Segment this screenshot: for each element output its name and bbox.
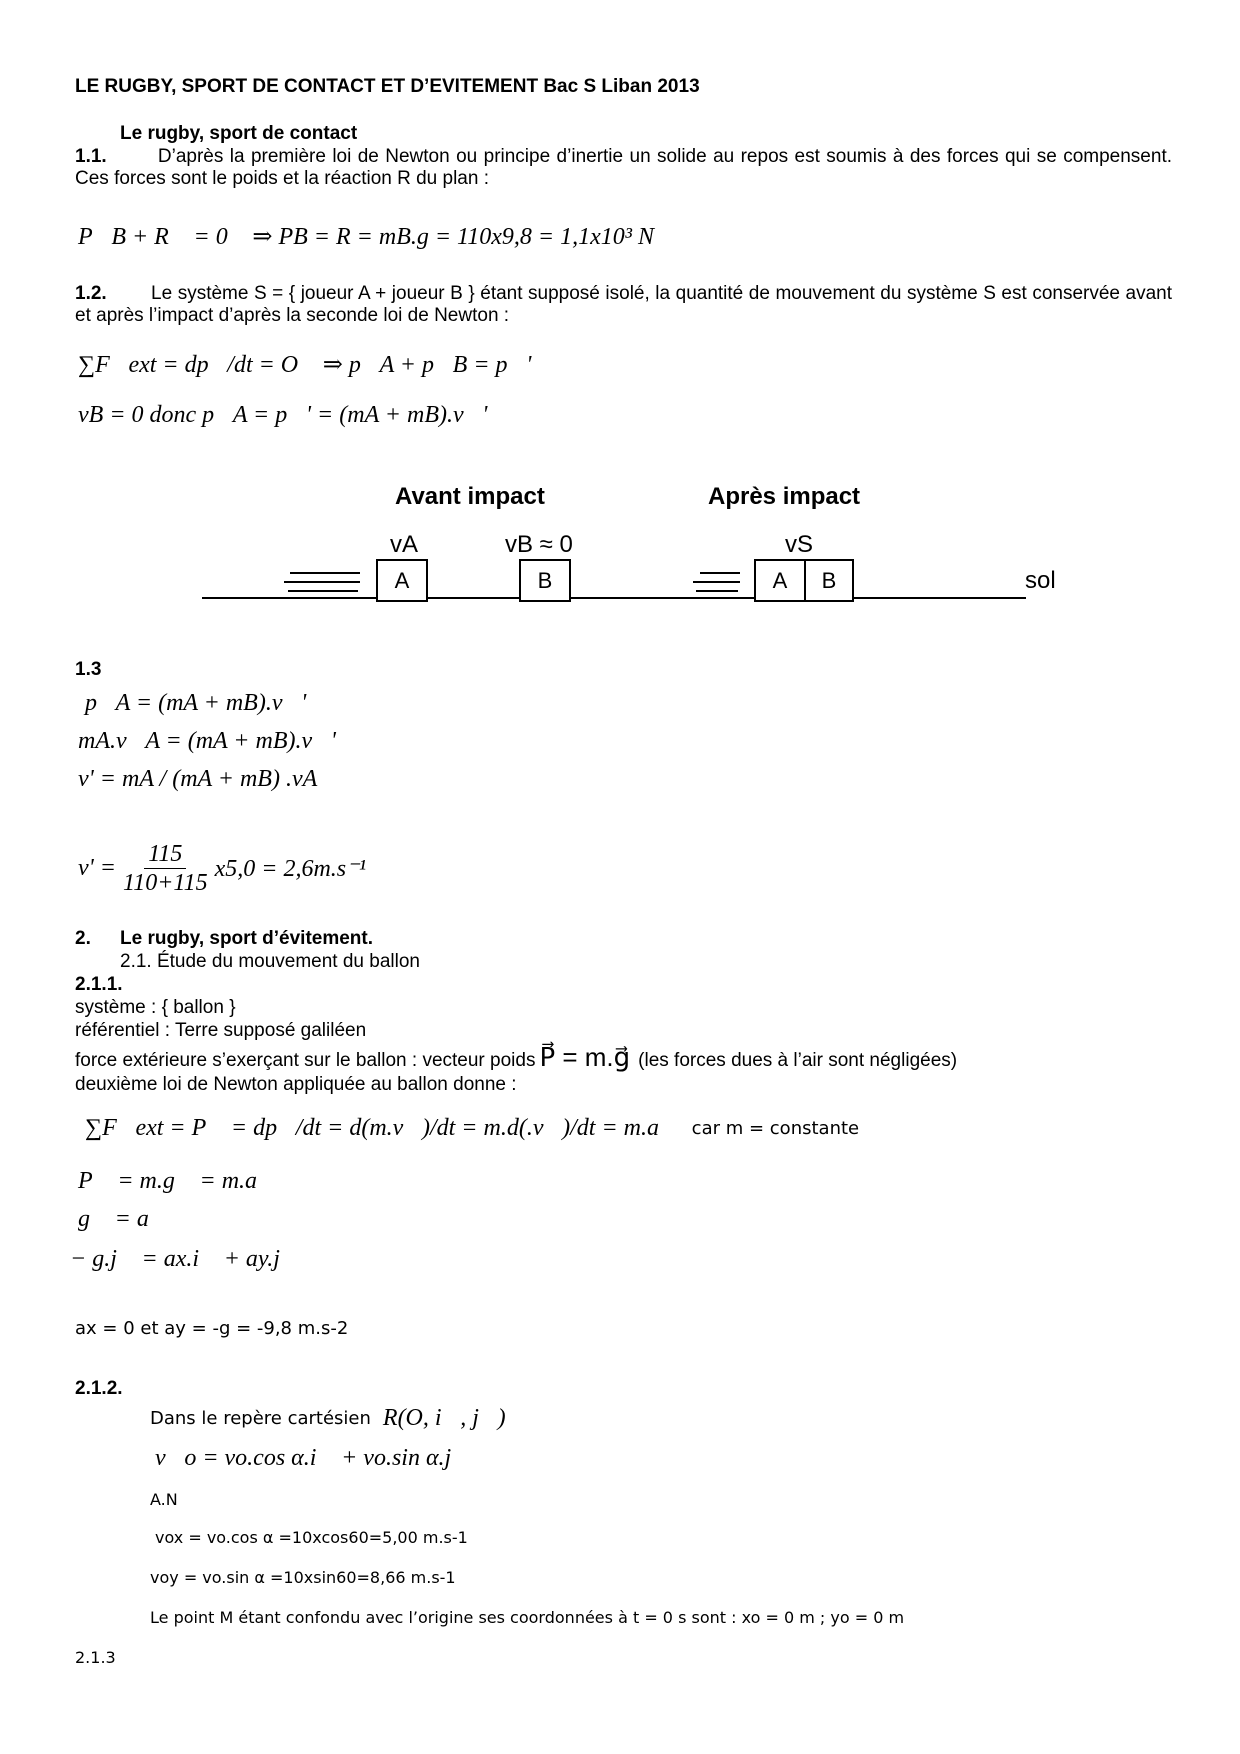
vox-line: vox = vo.cos α =10xcos60=5,00 m.s-1 xyxy=(155,1528,468,1547)
weight-vector: P⃗ = m.g⃗ xyxy=(539,1042,631,1072)
paragraph-1-2 xyxy=(75,283,1172,327)
force-text: force extérieure s’exerçant sur le ballon : vecteur poids xyxy=(75,1050,536,1071)
force-note: (les forces dues à l’air sont négligées) xyxy=(638,1050,958,1071)
result: x5,0 = 2,6m.s⁻¹ xyxy=(214,856,367,882)
equation-g-a: g⃗ = a⃗ xyxy=(78,1206,168,1232)
question-1-3: 1.3 xyxy=(75,659,102,680)
paragraph-text: Le système S = { joueur A + joueur B } étant supposé isolé, la quantité de mouvement du système S est conservée avant et après l’impact d’après la seconde loi de Newton : xyxy=(75,283,1172,326)
system-b-label: B xyxy=(821,568,837,593)
label-before-impact: Avant impact xyxy=(395,483,545,510)
equation-p-mg: P⃗ = m.g⃗ = m.a⃗ xyxy=(78,1168,276,1194)
equation-v0: v⃗o = vo.cos α.i⃗ + vo.sin α.j⃗ xyxy=(155,1445,470,1471)
repere-text: Dans le repère cartésien xyxy=(150,1408,371,1429)
player-b-label: B xyxy=(537,568,553,593)
paragraph-1-1 xyxy=(75,146,1172,190)
fraction xyxy=(119,840,212,897)
equation-weight: P⃗B + R⃗ = 0⃗ ⇒ PB = R = mB.g = 110x9,8 = 1,1x10³ N xyxy=(78,224,654,250)
reference-frame-line: référentiel : Terre supposé galiléen xyxy=(75,1020,367,1041)
equation-v-prime-value: v' = $\frac{115}{110+115}$ x5,0 = 2,6m.s⁻¹ xyxy=(78,841,367,896)
system-line: système : { ballon } xyxy=(75,997,236,1018)
label-vb: vB ≈ 0 xyxy=(505,531,573,558)
section-2-number: 2. xyxy=(75,928,91,949)
equation-momentum-after: vB = 0 donc p⃗A = p⃗' = (mA + mB).v⃗' xyxy=(78,402,488,428)
voy-line: voy = vo.sin α =10xsin60=8,66 m.s-1 xyxy=(150,1568,456,1587)
impact-diagram xyxy=(190,480,1090,610)
document-title: LE RUGBY, SPORT DE CONTACT ET D’EVITEMENT Bac S Liban 2013 xyxy=(75,76,700,97)
question-2-1-2: 2.1.2. xyxy=(75,1378,123,1399)
question-2-1-3: 2.1.3 xyxy=(75,1648,116,1667)
an-label: A.N xyxy=(150,1490,178,1509)
equation-v-prime-formula: v' = mA / (mA + mB) .vA xyxy=(78,766,318,792)
acceleration-values: ax = 0 et ay = -g = -9,8 m.s-2 xyxy=(75,1318,349,1339)
constant-note: car m = constante xyxy=(691,1118,860,1139)
system-a-label: A xyxy=(772,568,788,593)
origin-line: Le point M étant confondu avec l’origine ses coordonnées à t = 0 s sont : xo = 0 m ; yo = 0 m xyxy=(150,1608,905,1627)
repere-equation: R(O, i⃗, j⃗) xyxy=(382,1405,506,1431)
player-a-label: A xyxy=(394,568,410,593)
repere-line xyxy=(150,1405,506,1432)
newton-law-equation-row xyxy=(85,1115,859,1142)
question-number: 1.2. xyxy=(75,283,107,304)
newton-law-equation: ∑F⃗ext = P⃗ = dp⃗/dt = d(m.v⃗)/dt = m.d(.v⃗)/dt = m.a⃗ xyxy=(85,1115,678,1141)
denominator: 110+115 xyxy=(122,870,208,896)
label-vs: vS xyxy=(785,531,814,558)
paragraph-text: D’après la première loi de Newton ou principe d’inertie un solide au repos est soumis à des forces qui se compensent. Ces forces sont le poids et la réaction R du plan : xyxy=(75,146,1172,189)
equation-pa: p⃗A = (mA + mB).v⃗' xyxy=(85,690,307,716)
numerator: 115 xyxy=(144,840,186,869)
section-2-1-heading: 2.1. Étude du mouvement du ballon xyxy=(120,951,420,972)
equation-components: − g.j⃗ = ax.i⃗ + ay.j⃗ xyxy=(70,1246,299,1272)
question-2-1-1: 2.1.1. xyxy=(75,974,123,995)
equation-ma-va: mA.v⃗A = (mA + mB).v⃗' xyxy=(78,728,336,754)
ground-label: sol xyxy=(1025,567,1056,594)
newton-law-line: deuxième loi de Newton appliquée au ballon donne : xyxy=(75,1074,517,1095)
section-2-heading: Le rugby, sport d’évitement. xyxy=(120,928,374,949)
equation-momentum-conservation: ∑F⃗ext = dp⃗/dt = O⃗ ⇒ p⃗A + p⃗B = p⃗' xyxy=(78,352,532,378)
label-after-impact: Après impact xyxy=(708,483,861,510)
force-line xyxy=(75,1042,958,1072)
section-heading-contact: Le rugby, sport de contact xyxy=(120,123,358,144)
label-va: vA xyxy=(390,531,419,558)
question-number: 1.1. xyxy=(75,146,107,167)
